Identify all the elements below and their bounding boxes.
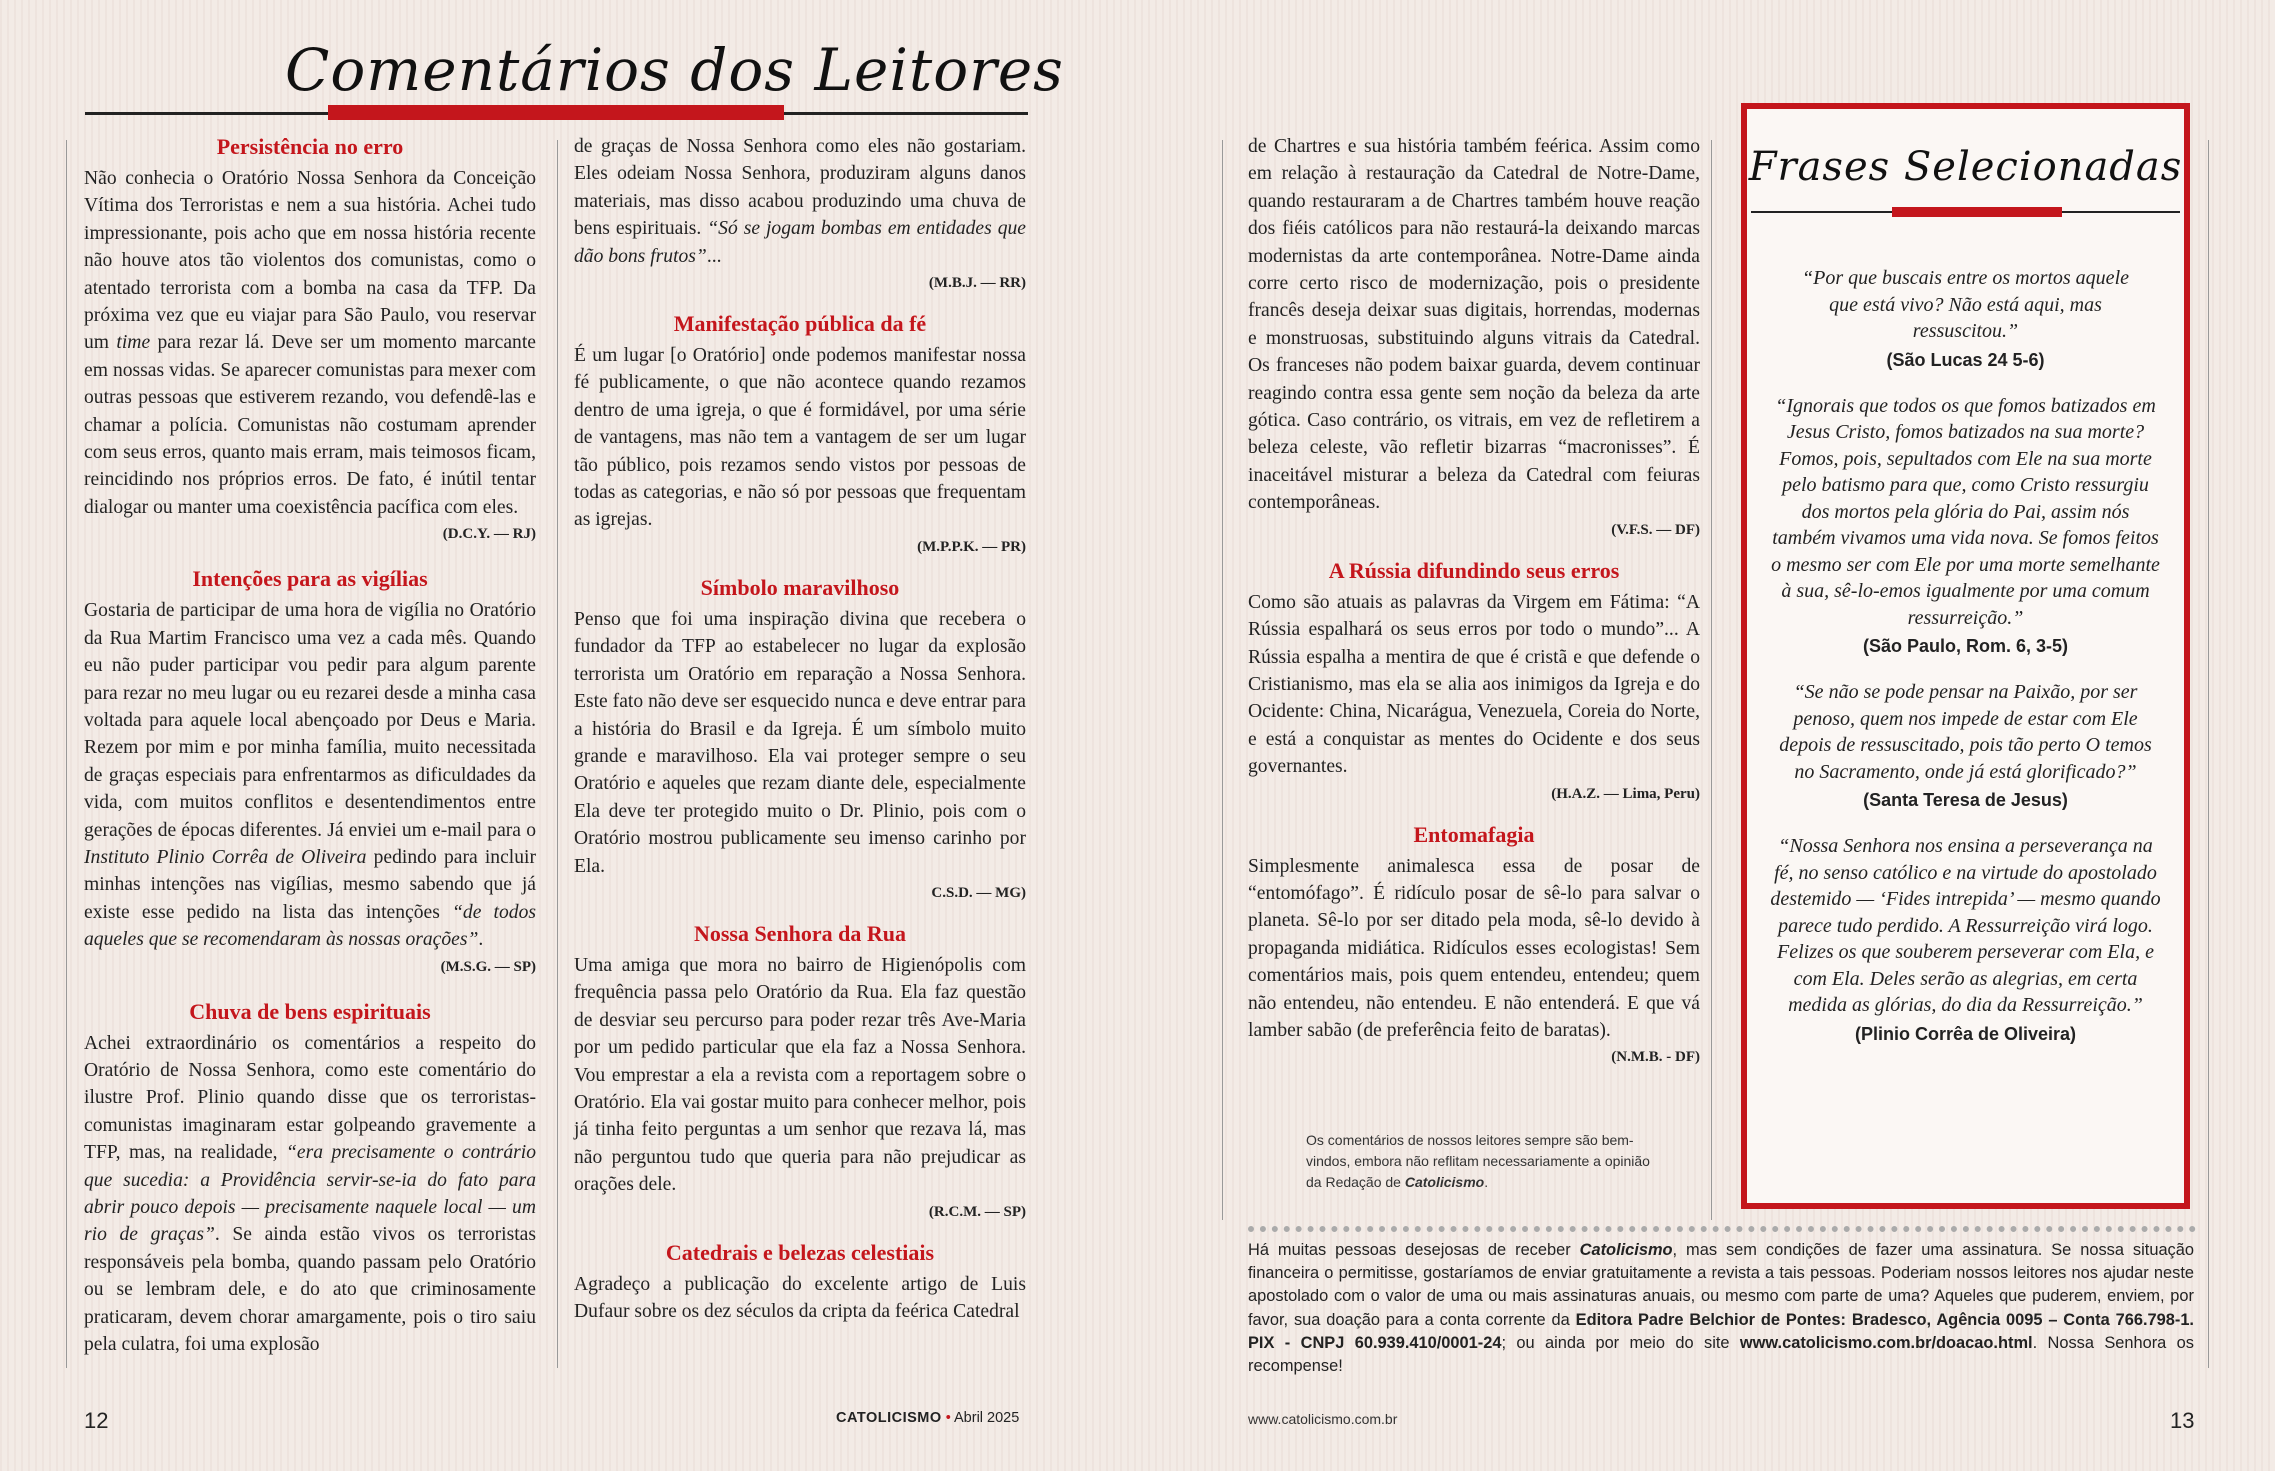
footer-website[interactable]: www.catolicismo.com.br bbox=[1248, 1411, 1398, 1427]
letter-title: A Rússia difundindo seus erros bbox=[1328, 557, 1620, 583]
quote-source: (São Paulo, Rom. 6, 3-5) bbox=[1862, 636, 2069, 656]
letter-signature: (D.C.Y. — RJ) bbox=[442, 526, 536, 543]
letter-body: Não conhecia o Oratório Nossa Senhora da Conceição Vítima dos Terroristas e nem a sua história. Achei tudo impressionante, pois acho que em nossa história recente não houve atos tão violentos dos comunistas, como o atentado terrorista com a bomba na casa da TFP. Da próxima vez que eu viajar para São Paulo, vou reservar um time para rezar lá. Deve ser um momento marcante em nossas vidas. Se aparecer comunistas para mexer com outras pessoas que estiverem rezando, vou defendê-las e chamar a polícia. Comunistas não costumam aprender com seus erros, quanto mais erram, mais teimosos ficam, reincidindo nos próprios erros. De fato, é inútil tentar dialogar ou manter uma coexistência pacífica com eles. bbox=[84, 168, 536, 518]
column-1 bbox=[84, 133, 536, 1358]
letter-title: Persistência no erro bbox=[216, 134, 404, 159]
letter-signature: (M.P.P.K. — PR) bbox=[917, 538, 1026, 555]
column-divider bbox=[1222, 140, 1223, 1220]
letter-signature: (R.C.M. — SP) bbox=[928, 1203, 1026, 1220]
letter-body: Achei extraordinário os comentários a respeito do Oratório de Nossa Senhora, como este comentário do ilustre Prof. Plinio quando disse que os terroristas-comunistas imaginaram estar golpeando gravemente a TFP, mas, na realidade, “era precisamente o contrário que sucedia: a Providência servir-se-ia do fato para abrir pouco depois — precisamente naquele local — um rio de graças”. Se ainda estão vivos os terroristas responsáveis pela bomba, quando passam pelo Oratório ou se lembram dele, e do ato que criminosamente praticaram, devem chorar amargamente, pois o tiro saiu pela culatra, foi uma explosão bbox=[84, 1032, 536, 1356]
column-divider bbox=[2208, 140, 2209, 1368]
frases-title: Frases Selecionadas bbox=[1748, 144, 2183, 190]
letter-signature: (V.F.S. — DF) bbox=[1611, 521, 1700, 538]
page-number-right: 13 bbox=[2170, 1408, 2195, 1433]
donation-appeal: Há muitas pessoas desejosas de receber Catolicismo, mas sem condições de fazer uma assinatura. Se nossa situação financeira o permitisse, gostaríamos de enviar gratuitamente a revista a tais pessoas. Poderiam nossos leitores nos ajudar neste apostolado com o valor de uma ou mais assinaturas anuais, ou mesmo com parte de uma? Aqueles que puderem, enviem, por favor, sua doação para a conta corrente da Editora Padre Belchior de Pontes: Bradesco, Agência 0095 – Conta 766.798-1. PIX - CNPJ 60.939.410/0001-24; ou ainda por meio do site www.catolicismo.com.br/doacao.html. Nossa Senhora os recompense! bbox=[1248, 1241, 2194, 1376]
letter-body: de graças de Nossa Senhora como eles não gostariam. Eles odeiam Nossa Senhora, produziram alguns danos materiais, mas disso acabou produzindo uma chuva de bens espirituais. “Só se jogam bombas em entidades que dão bons frutos”... bbox=[574, 136, 1026, 267]
frases-red-bar bbox=[1892, 207, 2062, 217]
letter-title: Catedrais e belezas celestiais bbox=[665, 1239, 935, 1265]
letter-body: Penso que foi uma inspiração divina que recebera o fundador da TFP ao estabelecer no lugar da explosão terrorista um Oratório em reparação a Nossa Senhora. Este fato não deve ser esquecido nunca e deve entrar para a história do Brasil e da Igreja. É um símbolo muito grande e maravilhoso. Ela vai proteger sempre o seu Oratório e aqueles que rezam diante dele, especialmente Ela deve ter protegido muito o Dr. Plinio, pois com o Oratório mostrou publicamente seu imenso carinho por Ela. bbox=[574, 608, 1026, 877]
letter-body: Agradeço a publicação do excelente artigo de Luis Dufaur sobre os dez séculos da cripta da feérica Catedral bbox=[574, 1273, 1026, 1322]
quote-source: (Plinio Corrêa de Oliveira) bbox=[1854, 1023, 2077, 1044]
letter-signature: (M.S.G. — SP) bbox=[440, 958, 536, 975]
quote-text: “Ignorais que todos os que fomos batizados em Jesus Cristo, fomos batizados na sua morte? Fomos, pois, sepultados com Ele na sua morte pelo batismo para que, como Cristo ressurgiu dos mortos pela glória do Pai, assim nós também vivamos uma vida nova. Se fomos feitos o mesmo ser com Ele por uma morte semelhante à sua, sê-lo-emos igualmente por uma comum ressurreição.” bbox=[1771, 394, 2160, 629]
quote-source: (São Lucas 24 5-6) bbox=[1886, 349, 2045, 370]
column-2 bbox=[574, 133, 1026, 1325]
quote-text: “Por que buscais entre os mortos aquele que está vivo? Não está aqui, mas ressuscitou.” bbox=[1801, 267, 2129, 342]
quote-text: “Se não se pode pensar na Paixão, por ser penoso, quem nos impede de estar com Ele depois de ressuscitado, pois tão perto O temos no Sacramento, onde já está glorificado?” bbox=[1779, 681, 2152, 783]
letter-body: de Chartres e sua história também feérica. Assim como em relação à restauração da Catedral de Notre-Dame, quando restauraram a de Chartres também houve reação dos fiéis católicos para não restaurá-la deixando marcas modernistas da arte contemporânea. Notre-Dame ainda corre certo risco de modernização, pois o presidente francês deseja deixar suas digitais, horrendas, modernas e monstruosas, substituindo alguns vitrais da Catedral. Os franceses não podem baixar guarda, devem continuar reagindo contra essa gente sem noção da beleza da arte gótica. Caso contrário, os vitrais, em vez de refletirem a beleza celeste, vão refletir bizarras “macronisses”. É inaceitável misturar a beleza da Catedral com feiuras contemporâneas. bbox=[1248, 136, 1700, 514]
letter-body: Gostaria de participar de uma hora de vigília no Oratório da Rua Martim Francisco uma vez a cada mês. Quando eu não puder participar vou pedir para algum parente para rezar no meu lugar ou eu rezarei desde a minha casa voltada para aquele local abençoado por Deus e Maria. Rezem por mim e por minha família, muito necessitada de graças especiais para enfrentarmos as dificuldades da vida, com muitos conflitos e desentendimentos entre gerações de épocas diferentes. Já enviei um e-mail para o Instituto Plinio Corrêa de Oliveira pedindo para incluir minhas intenções nas vigílias, mesmo sabendo que já existe esse pedido na lista das intenções “de todos aqueles que se recomendaram às nossas orações”. bbox=[84, 600, 537, 951]
letter-signature: (M.B.J. — RR) bbox=[928, 275, 1026, 292]
letter-signature: (N.M.B. - DF) bbox=[1611, 1049, 1700, 1066]
page-title: Comentários dos Leitores bbox=[285, 36, 1064, 104]
editorial-disclaimer: Os comentários de nossos leitores sempre são bem-vindos, embora não reflitam necessariamente a opinião da Redação de Catolicismo. bbox=[1306, 1132, 1650, 1190]
footer-magazine: CATOLICISMO • Abril 2025 bbox=[836, 1410, 1020, 1426]
column-3 bbox=[1248, 133, 1700, 1070]
page-number-left: 12 bbox=[84, 1408, 109, 1433]
column-divider bbox=[1711, 140, 1712, 1220]
letter-body: Simplesmente animalesca essa de posar de “entomófago”. É ridículo posar de sê-lo para salvar o planeta. Sê-lo por ser ditado pela moda, sê-lo devido à propaganda midiática. Ridículos esses ecologistas! Sem comentários mais, pois quem entendeu, entendeu; quem não entendeu, não entendeu. E não entenderá. E que vá lamber sabão (de preferência feito de baratas). bbox=[1248, 855, 1700, 1041]
frases-box bbox=[1741, 103, 2190, 1209]
letter-body: É um lugar [o Oratório] onde podemos manifestar nossa fé publicamente, o que não acontece quando rezamos dentro de uma igreja, o que é formidável, por uma série de vantagens, mas não tem a vantagem de ser um lugar tão público, pois rezamos sendo vistos por pessoas de todas as categorias, e não só por pessoas que frequentam as igrejas. bbox=[574, 345, 1026, 531]
dotted-separator bbox=[1248, 1226, 2196, 1234]
letter-title: Entomafagia bbox=[1413, 821, 1535, 847]
letter-title: Manifestação pública da fé bbox=[673, 311, 927, 337]
quote-text: “Nossa Senhora nos ensina a perseverança na fé, no senso católico e na virtude do apostolado destemido — ‘Fides intrepida’ — mesmo quando parece tudo perdido. A Ressurreição virá logo. Felizes os que souberem perseverar com Ela, e com Ela. Deles serão as alegrias, em certa medida as glórias, do dia da Ressurreição.” bbox=[1770, 835, 2161, 1016]
quote-source: (Santa Teresa de Jesus) bbox=[1863, 790, 2068, 810]
letter-title: Intenções para as vigílias bbox=[192, 566, 428, 592]
column-divider bbox=[66, 140, 67, 1368]
letter-signature: (H.A.Z. — Lima, Peru) bbox=[1551, 785, 1700, 802]
letter-signature: C.S.D. — MG) bbox=[931, 884, 1026, 901]
letter-title: Símbolo maravilhoso bbox=[700, 574, 900, 600]
letter-title: Chuva de bens espirituais bbox=[189, 998, 431, 1024]
letter-body: Uma amiga que mora no bairro de Higienópolis com frequência passa pelo Oratório da Rua. Ela faz questão de desviar seu percurso para poder rezar três Ave-Maria por um pedido particular que ela faz a Nossa Senhora. Vou emprestar a ela a revista com a reportagem sobre o Oratório. Ela vai gostar muito para conhecer melhor, pois já tinha feito perguntas a um senhor que rezava lá, mas não perguntou tudo que queria para não prejudicar as orações dele. bbox=[574, 954, 1026, 1196]
donation-link[interactable]: www.catolicismo.com.br/doacao.html bbox=[1739, 1333, 2033, 1352]
letter-title: Nossa Senhora da Rua bbox=[693, 920, 907, 946]
letter-body: Como são atuais as palavras da Virgem em Fátima: “A Rússia espalhará os seus erros por todo o mundo”... A Rússia espalha a mentira de que é cristã e que defende o Cristianismo, mas ela se alia aos inimigos da Igreja e do Ocidente: China, Nicarágua, Venezuela, Coreia do Norte, e está a conquistar as mentes do Ocidente e dos seus governantes. bbox=[1248, 591, 1700, 778]
header-red-bar bbox=[328, 105, 784, 120]
column-divider bbox=[557, 140, 558, 1368]
